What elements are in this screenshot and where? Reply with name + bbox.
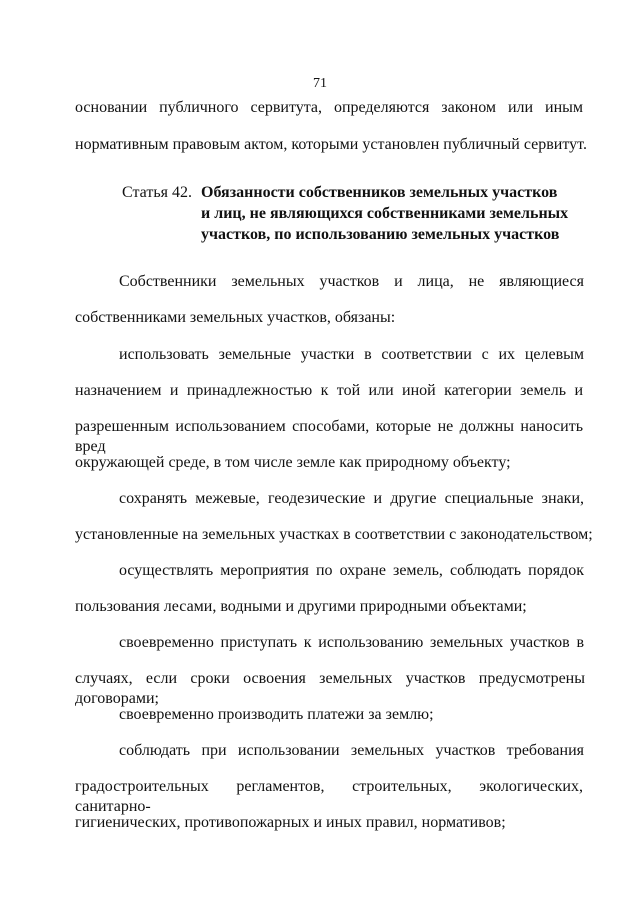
page-number: 71 bbox=[313, 76, 327, 91]
paragraph-7-line-1: соблюдать при использовании земельных участков требования bbox=[119, 742, 584, 759]
paragraph-1-line-2: собственниками земельных участков, обязаны: bbox=[75, 309, 396, 326]
article-number: Статья 42. bbox=[122, 184, 192, 201]
paragraph-4-line-2: пользования лесами, водными и другими природными объектами; bbox=[75, 598, 527, 615]
paragraph-5-line-2: случаях, если сроки освоения земельных участков предусмотрены договорами; bbox=[75, 670, 585, 707]
paragraph-3-line-2: установленные на земельных участках в соответствии с законодательством; bbox=[75, 526, 593, 543]
paragraph-2-line-2: назначением и принадлежностью к той или иной категории земель и bbox=[75, 382, 583, 399]
article-title-line-3: участков, по использованию земельных участков bbox=[201, 226, 560, 243]
paragraph-7-line-2: градостроительных регламентов, строительных, экологических, санитарно- bbox=[75, 778, 583, 815]
paragraph-2-line-4: окружающей среде, в том числе земле как природному объекту; bbox=[75, 454, 511, 471]
paragraph-7-line-3: гигиенических, противопожарных и иных правил, нормативов; bbox=[75, 814, 506, 831]
paragraph-4-line-1: осуществлять мероприятия по охране земель, соблюдать порядок bbox=[119, 562, 584, 579]
paragraph-6-line-1: своевременно производить платежи за землю; bbox=[119, 706, 434, 723]
paragraph-5-line-1: своевременно приступать к использованию земельных участков в bbox=[119, 634, 584, 651]
article-title-line-2: и лиц, не являющихся собственниками земельных bbox=[201, 205, 569, 222]
paragraph-2-line-3: разрешенным использованием способами, которые не должны наносить вред bbox=[75, 418, 583, 455]
intro-line-2: нормативным правовым актом, которыми установлен публичный сервитут. bbox=[75, 136, 587, 153]
paragraph-2-line-1: использовать земельные участки в соответствии с их целевым bbox=[119, 346, 584, 363]
paragraph-1-line-1: Собственники земельных участков и лица, не являющиеся bbox=[119, 273, 584, 290]
paragraph-3-line-1: сохранять межевые, геодезические и другие специальные знаки, bbox=[119, 490, 584, 507]
article-title-line-1: Обязанности собственников земельных участков bbox=[201, 184, 558, 201]
intro-line-1: основании публичного сервитута, определяются законом или иным bbox=[75, 99, 583, 116]
